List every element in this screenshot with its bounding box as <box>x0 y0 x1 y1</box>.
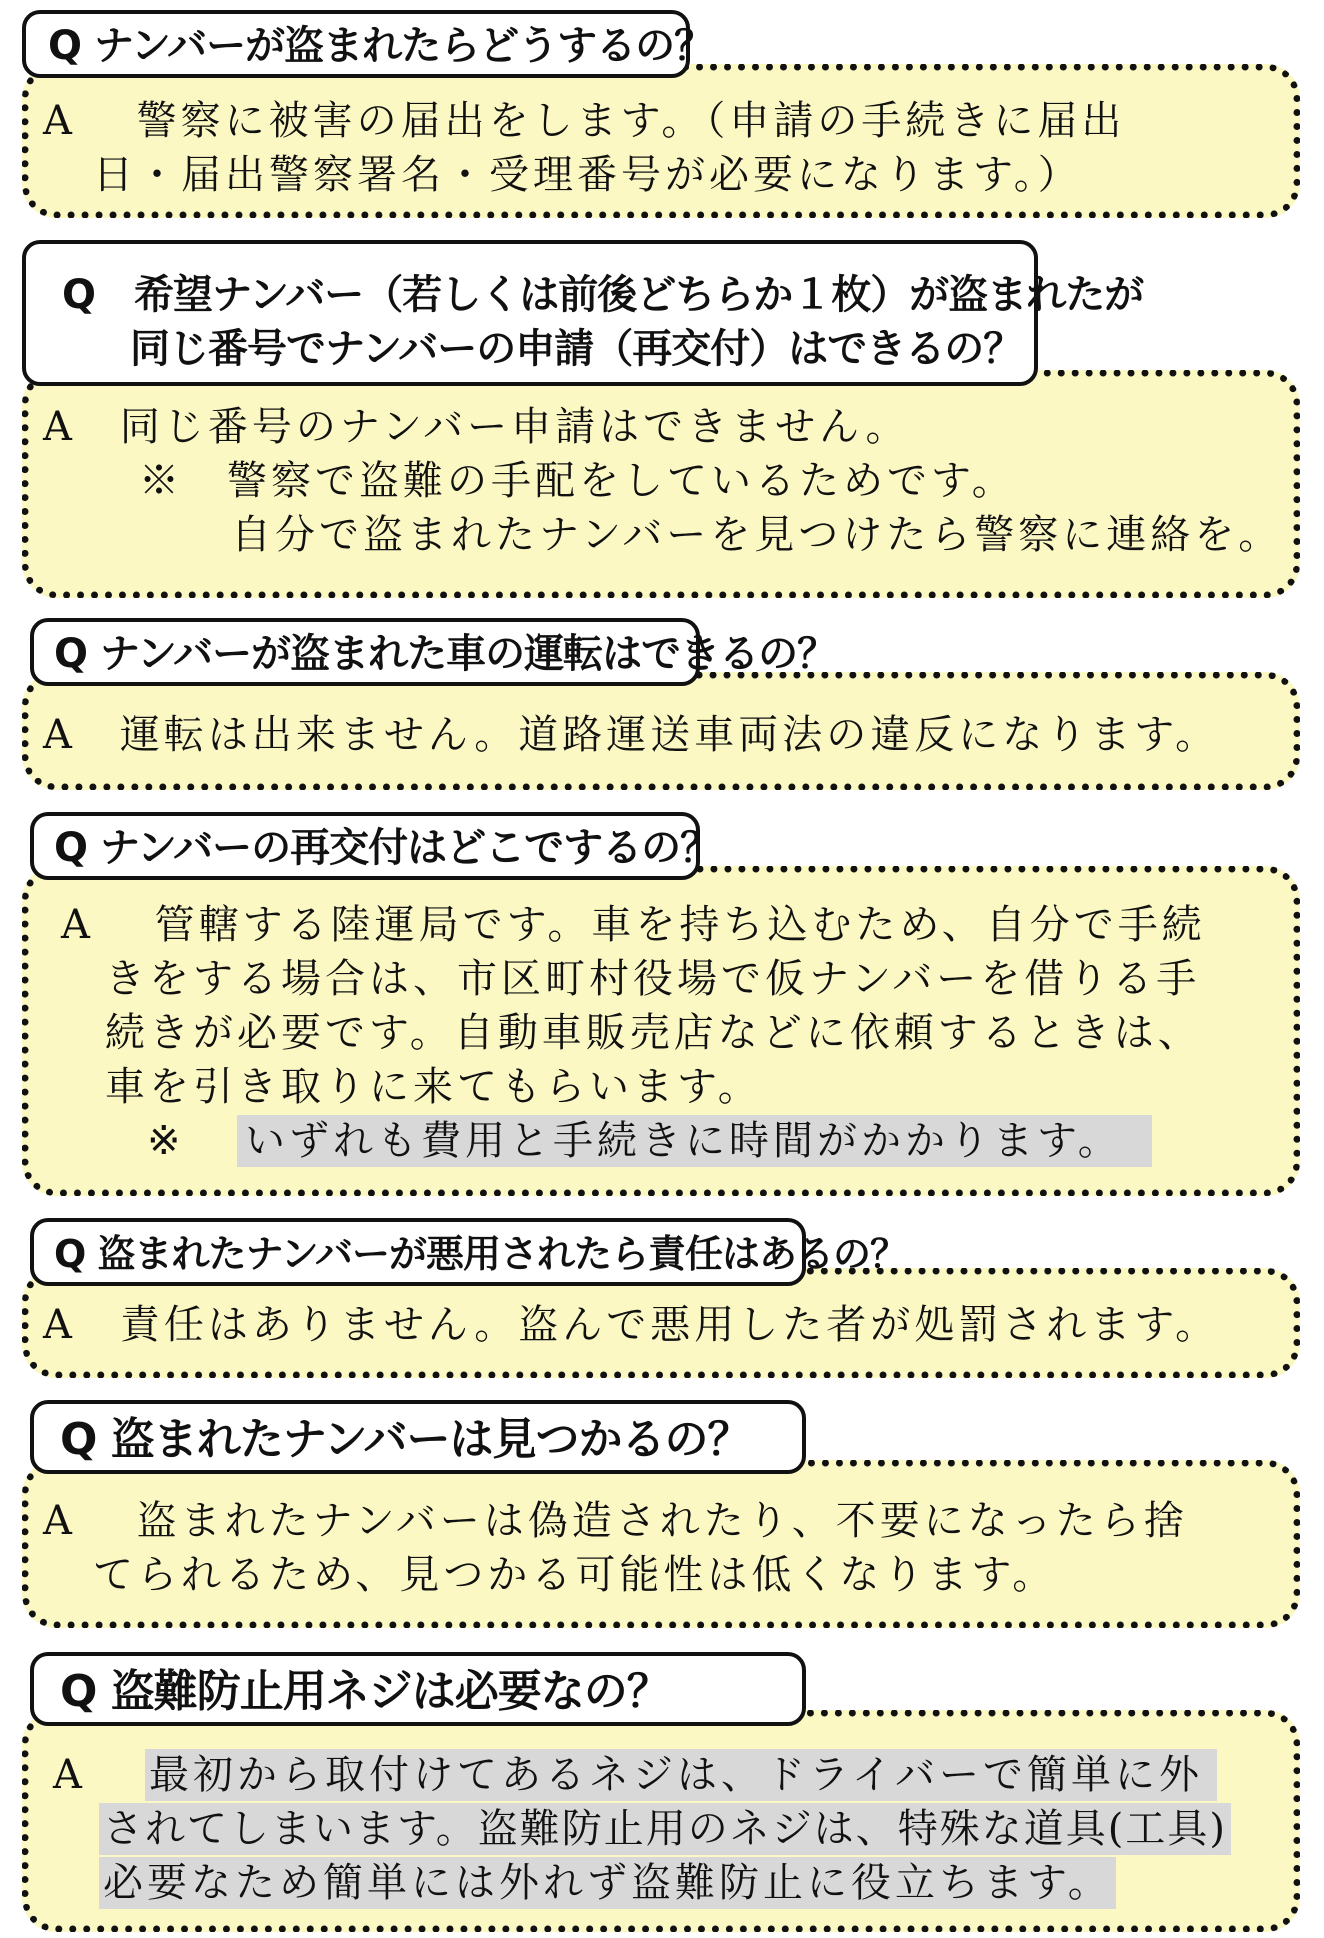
answer-box <box>22 866 1300 1196</box>
highlighted-answer-text: いずれも費用と手続きに時間がかかります。 <box>237 1115 1152 1167</box>
question-text: Q ナンバーが盗まれたらどうするの？ <box>48 23 714 69</box>
question-text: Q 希望ナンバー（若しくは前後どちらか１枚）が盗まれたが <box>62 272 1144 318</box>
answer-text: A 責任はありません。盗んで悪用した者が処罰されます。 <box>43 1302 1220 1348</box>
answer-text: 車を引き取りに来てもらいます。 <box>105 1064 762 1110</box>
question-text: Q ナンバーの再交付はどこでするの？ <box>54 825 720 871</box>
answer-text: A 盗まれたナンバーは偽造されたり、不要になったら捨 <box>43 1498 1188 1544</box>
highlighted-answer-text: 必要なため簡単には外れず盗難防止に役立ちます。 <box>99 1857 1116 1909</box>
answer-text: A <box>53 1752 86 1798</box>
answer-box <box>22 1460 1300 1628</box>
answer-text: A 警察に被害の届出をします。（申請の手続きに届出 <box>43 98 1126 144</box>
question-box <box>30 1218 907 1286</box>
question-box <box>22 240 1144 386</box>
answer-text: きをする場合は、市区町村役場で仮ナンバーを借りる手 <box>105 956 1201 1002</box>
question-box <box>30 1652 806 1726</box>
question-text: 同じ番号でナンバーの申請（再交付）はできるの？ <box>130 326 1023 372</box>
question-box <box>30 1400 806 1474</box>
highlighted-answer-text: 最初から取付けてあるネジは、ドライバーで簡単に外 <box>145 1749 1217 1801</box>
reference-mark: ※ <box>147 1118 185 1164</box>
question-box <box>30 618 837 686</box>
answer-text: 日・届出警察署名・受理番号が必要になります。） <box>93 152 1082 198</box>
answer-text: A 管轄する陸運局です。車を持ち込むため、自分で手続 <box>61 902 1206 948</box>
answer-text: ※ 警察で盗難の手配をしているためです。 <box>139 458 1016 504</box>
answer-text: 続きが必要です。自動車販売店などに依頼するときは、 <box>105 1010 1202 1056</box>
question-box <box>30 812 720 880</box>
answer-text: 自分で盗まれたナンバーを見つけたら警察に連絡を。 <box>231 512 1283 558</box>
answer-text: てられるため、見つかる可能性は低くなります。 <box>93 1552 1057 1598</box>
answer-box <box>22 64 1300 218</box>
question-text: Q ナンバーが盗まれた車の運転はできるの？ <box>54 631 837 677</box>
answer-box <box>22 1710 1300 1932</box>
answer-text: A 運転は出来ません。道路運送車両法の違反になります。 <box>43 712 1220 758</box>
question-box <box>22 10 714 78</box>
highlighted-answer-text: されてしまいます。盗難防止用のネジは、特殊な道具(工具) <box>99 1803 1231 1855</box>
question-text: Q 盗まれたナンバーが悪用されたら責任はあるの？ <box>54 1232 907 1276</box>
answer-box <box>22 672 1300 790</box>
answer-text: A 同じ番号のナンバー申請はできません。 <box>43 404 910 450</box>
answer-box <box>22 370 1300 598</box>
question-text: Q 盗まれたナンバーは見つかるの？ <box>60 1414 751 1465</box>
question-text: Q 盗難防止用ネジは必要なの？ <box>60 1666 670 1717</box>
